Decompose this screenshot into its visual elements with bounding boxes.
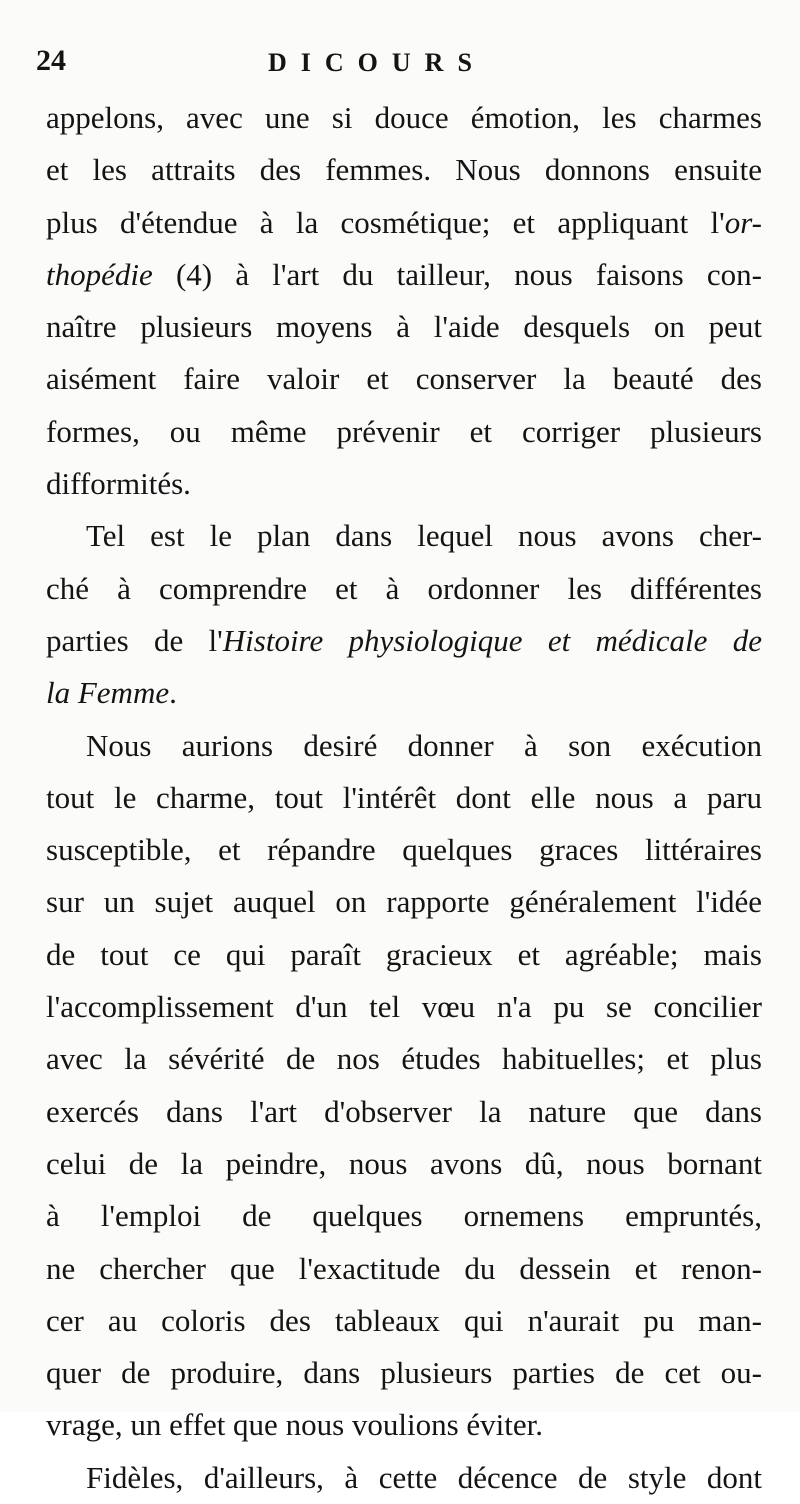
text-line: quer de produire, dans plusieurs parties de cet ou- (46, 1355, 762, 1391)
text-line: thopédie (4) à l'art du tailleur, nous faisons con- (46, 256, 762, 292)
text-line: cer au coloris des tableaux qui n'aurait pu man- (46, 1302, 762, 1338)
text-line: avec la sévérité de nos études habituelles; et plus (46, 1041, 762, 1077)
text-line: à l'emploi de quelques ornemens empruntés, (46, 1198, 762, 1234)
text-line: exercés dans l'art d'observer la nature que dans (46, 1093, 762, 1129)
paragraph-first-line: Fidèles, d'ailleurs, à cette décence de style dont (86, 1459, 762, 1495)
text-line: appelons, avec une si douce émotion, les charmes (46, 100, 762, 135)
text-line: difformités. (46, 466, 191, 502)
text-line: de tout ce qui paraît gracieux et agréable; mais (46, 936, 762, 972)
text-line: l'accomplissement d'un tel vœu n'a pu se concilier (46, 989, 762, 1025)
page-number: 24 (36, 44, 66, 77)
text-line: susceptible, et répandre quelques graces littéraires (46, 832, 762, 868)
text-line: ne chercher que l'exactitude du dessein et renon- (46, 1250, 762, 1286)
running-title: DICOURS (268, 48, 486, 77)
paragraph-first-line: Tel est le plan dans lequel nous avons cher- (86, 518, 762, 554)
page-header (36, 44, 766, 94)
text-line: tout le charme, tout l'intérêt dont elle nous a paru (46, 779, 762, 815)
paragraph-first-line: Nous aurions desiré donner à son exécution (86, 727, 762, 763)
text-line: formes, ou même prévenir et corriger plusieurs (46, 413, 762, 449)
text-line: naître plusieurs moyens à l'aide desquels on peut (46, 309, 762, 345)
text-line: parties de l'Histoire physiologique et médicale de (46, 622, 763, 658)
text-line: sur un sujet auquel on rapporte généralement l'idée (46, 884, 762, 920)
text-line: ché à comprendre et à ordonner les différentes (46, 570, 762, 606)
body-text (46, 92, 762, 1504)
text-line: vrage, un effet que nous voulions éviter. (46, 1407, 544, 1443)
text-line: celui de la peindre, nous avons dû, nous bornant (46, 1145, 762, 1181)
text-line: aisément faire valoir et conserver la beauté des (46, 361, 762, 397)
text-line: plus d'étendue à la cosmétique; et appliquant l'or- (46, 204, 762, 240)
text-line: et les attraits des femmes. Nous donnons ensuite (46, 152, 762, 188)
text-line: la Femme. (46, 675, 177, 711)
